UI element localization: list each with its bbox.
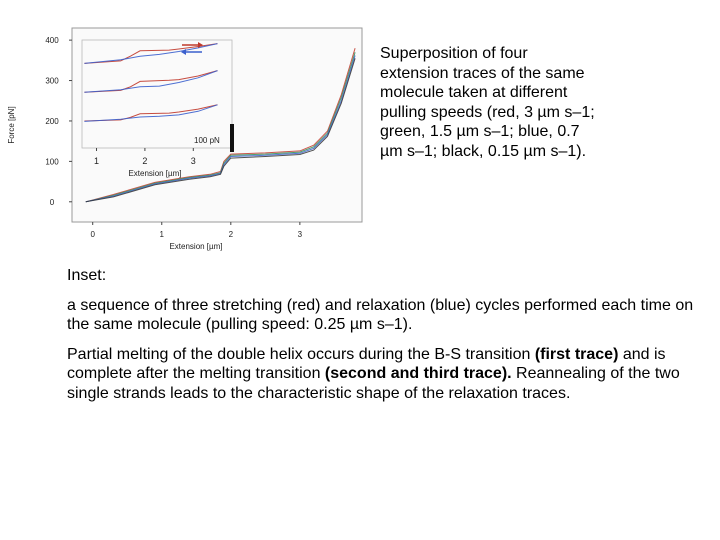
first-trace-label: (first trace) [534, 345, 619, 363]
y-axis-label: Force [pN] [7, 106, 16, 144]
caption-line: green, 1.5 µm s–1; blue, 0.7 [380, 123, 580, 140]
inset-x-axis-label: Extension [µm] [128, 169, 182, 178]
melting-description [67, 345, 707, 404]
melting-intro: Partial melting of the double helix occurs during the B-S transition [67, 345, 535, 363]
inset-x-tick-label: 1 [94, 156, 100, 166]
inset-frame [82, 40, 232, 148]
x-tick-label: 3 [297, 230, 303, 239]
x-axis-label: Extension [µm] [169, 242, 223, 251]
caption-line: pulling speeds (red, 3 µm s–1; [380, 103, 595, 121]
scale-bar-label: 100 pN [194, 136, 220, 145]
melting-end: Reannealing of the two single strands leads to the characteristic shape of the relaxation traces. [67, 365, 680, 402]
second-third-trace-label: (second and third trace). [324, 365, 512, 382]
y-tick-label: 100 [45, 157, 59, 167]
figure-caption [380, 44, 715, 161]
inset-x-tick-label: 2 [142, 156, 148, 166]
caption-line: Superposition of four [380, 45, 528, 62]
x-tick-label: 0 [90, 230, 95, 239]
melting-mid: and is complete after the melting transition [67, 345, 666, 382]
x-tick-label: 2 [228, 230, 234, 239]
y-tick-label: 300 [45, 76, 59, 86]
scale-bar [230, 124, 234, 152]
inset-x-tick-label: 3 [190, 156, 196, 166]
caption-line: µm s–1; black, 0.15 µm s–1). [380, 142, 587, 160]
x-tick-label: 1 [159, 230, 164, 239]
force-extension-figure [0, 0, 370, 262]
y-tick-label: 0 [49, 197, 55, 207]
chart-svg [0, 0, 370, 262]
caption-line: extension traces of the same [380, 64, 585, 82]
inset-heading: Inset: [67, 267, 107, 284]
inset-description: a sequence of three stretching (red) and relaxation (blue) cycles performed each time on the same molecule (pulling speed: 0.25 µm s–1). [67, 296, 694, 333]
caption-line: molecule taken at different [380, 84, 568, 101]
y-tick-label: 200 [45, 116, 59, 126]
y-tick-label: 400 [45, 36, 59, 46]
notes-text [67, 266, 707, 413]
